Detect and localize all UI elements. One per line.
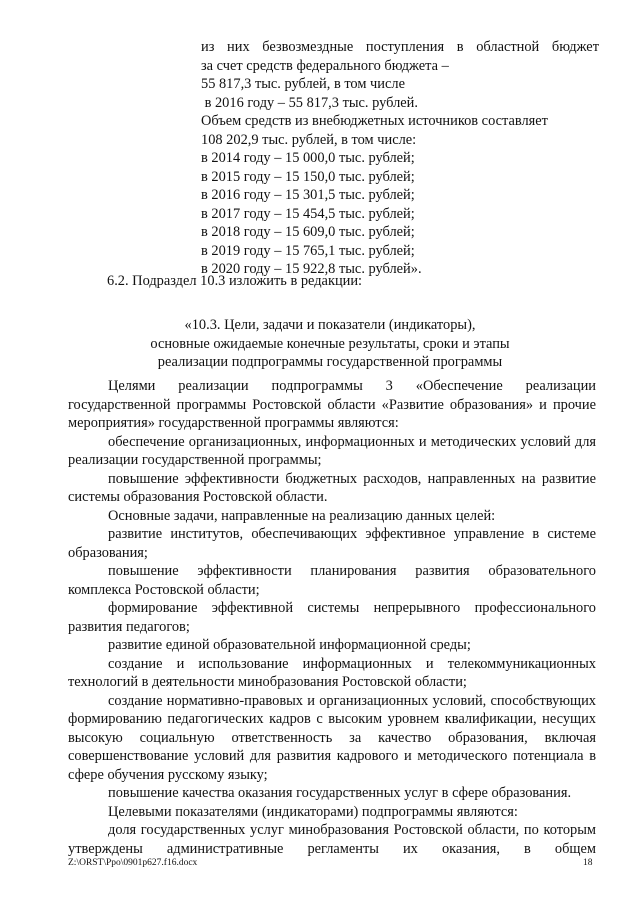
body-text: [68, 377, 596, 858]
paragraph-task-item: развитие институтов, обеспечивающих эффективное управление в системе образования;: [68, 526, 596, 561]
financing-line: 55 817,3 тыс. рублей, в том числе: [201, 76, 405, 92]
financing-line: в 2016 году – 15 301,5 тыс. рублей;: [201, 187, 415, 203]
subsection-title-line: реализации подпрограммы государственной программы: [157, 354, 503, 370]
subsection-title: [100, 316, 560, 372]
paragraph-indicators-heading: Целевыми показателями (индикаторами) подпрограммы являются:: [108, 803, 518, 820]
financing-line: из них безвозмездные поступления в областной бюджет: [201, 39, 599, 55]
financing-block: [201, 38, 599, 279]
paragraph-task-item: создание нормативно-правовых и организационных условий, способствующих формированию педагогических кадров с высоким уровнем квалификации, несущих высокую социальную ответственность за качество образования, включая совершенствование условий для развития кадрового и методического потенциала в сфере обучения русскому языку;: [68, 692, 596, 783]
section-amendment-line: 6.2. Подраздел 10.3 изложить в редакции:: [107, 273, 363, 289]
paragraph-task-item: повышение качества оказания государственных услуг в сфере образования.: [108, 785, 572, 801]
page-number: 18: [583, 858, 593, 868]
subsection-title-line: «10.3. Цели, задачи и показатели (индикаторы),: [184, 317, 476, 333]
financing-line: в 2017 году – 15 454,5 тыс. рублей;: [201, 205, 415, 222]
financing-line: за счет средств федерального бюджета –: [201, 57, 449, 74]
paragraph-indicator-item: доля государственных услуг минобразования Ростовской области, по которым утверждены административные регламенты их оказания, в общем: [68, 822, 596, 857]
financing-line: в 2014 году – 15 000,0 тыс. рублей;: [201, 150, 415, 166]
subsection-title-line: основные ожидаемые конечные результаты, сроки и этапы: [150, 335, 510, 352]
paragraph-goal-item: повышение эффективности бюджетных расходов, направленных на развитие системы образования Ростовской области.: [68, 470, 596, 505]
financing-line: Объем средств из внебюджетных источников составляет: [201, 113, 548, 129]
financing-line: в 2019 году – 15 765,1 тыс. рублей;: [201, 242, 415, 259]
financing-line: 108 202,9 тыс. рублей, в том числе:: [201, 131, 417, 148]
paragraph-tasks-heading: Основные задачи, направленные на реализацию данных целей:: [108, 507, 496, 524]
paragraph-goal-item: обеспечение организационных, информационных и методических условий для реализации государственной программы;: [68, 433, 596, 468]
paragraph-task-item: повышение эффективности планирования развития образовательного комплекса Ростовской области;: [68, 563, 596, 598]
financing-line: в 2015 году – 15 150,0 тыс. рублей;: [201, 168, 415, 185]
paragraph-task-item: создание и использование информационных и телекоммуникационных технологий в деятельности минобразования Ростовской области;: [68, 655, 596, 690]
paragraph-goals: Целями реализации подпрограммы 3 «Обеспечение реализации государственной программы Ростовской области «Развитие образования» и прочие мероприятия» государственной программы являются:: [68, 378, 596, 431]
paragraph-task-item: развитие единой образовательной информационной среды;: [108, 637, 471, 653]
financing-line: в 2020 году – 15 922,8 тыс. рублей».: [201, 261, 422, 277]
financing-line: в 2018 году – 15 609,0 тыс. рублей;: [201, 224, 415, 240]
paragraph-task-item: формирование эффективной системы непрерывного профессионального развития педагогов;: [68, 600, 596, 635]
footer-file-path: Z:\ORST\Ppo\0901p627.f16.docx: [68, 858, 198, 868]
financing-line: в 2016 году – 55 817,3 тыс. рублей.: [201, 94, 418, 111]
